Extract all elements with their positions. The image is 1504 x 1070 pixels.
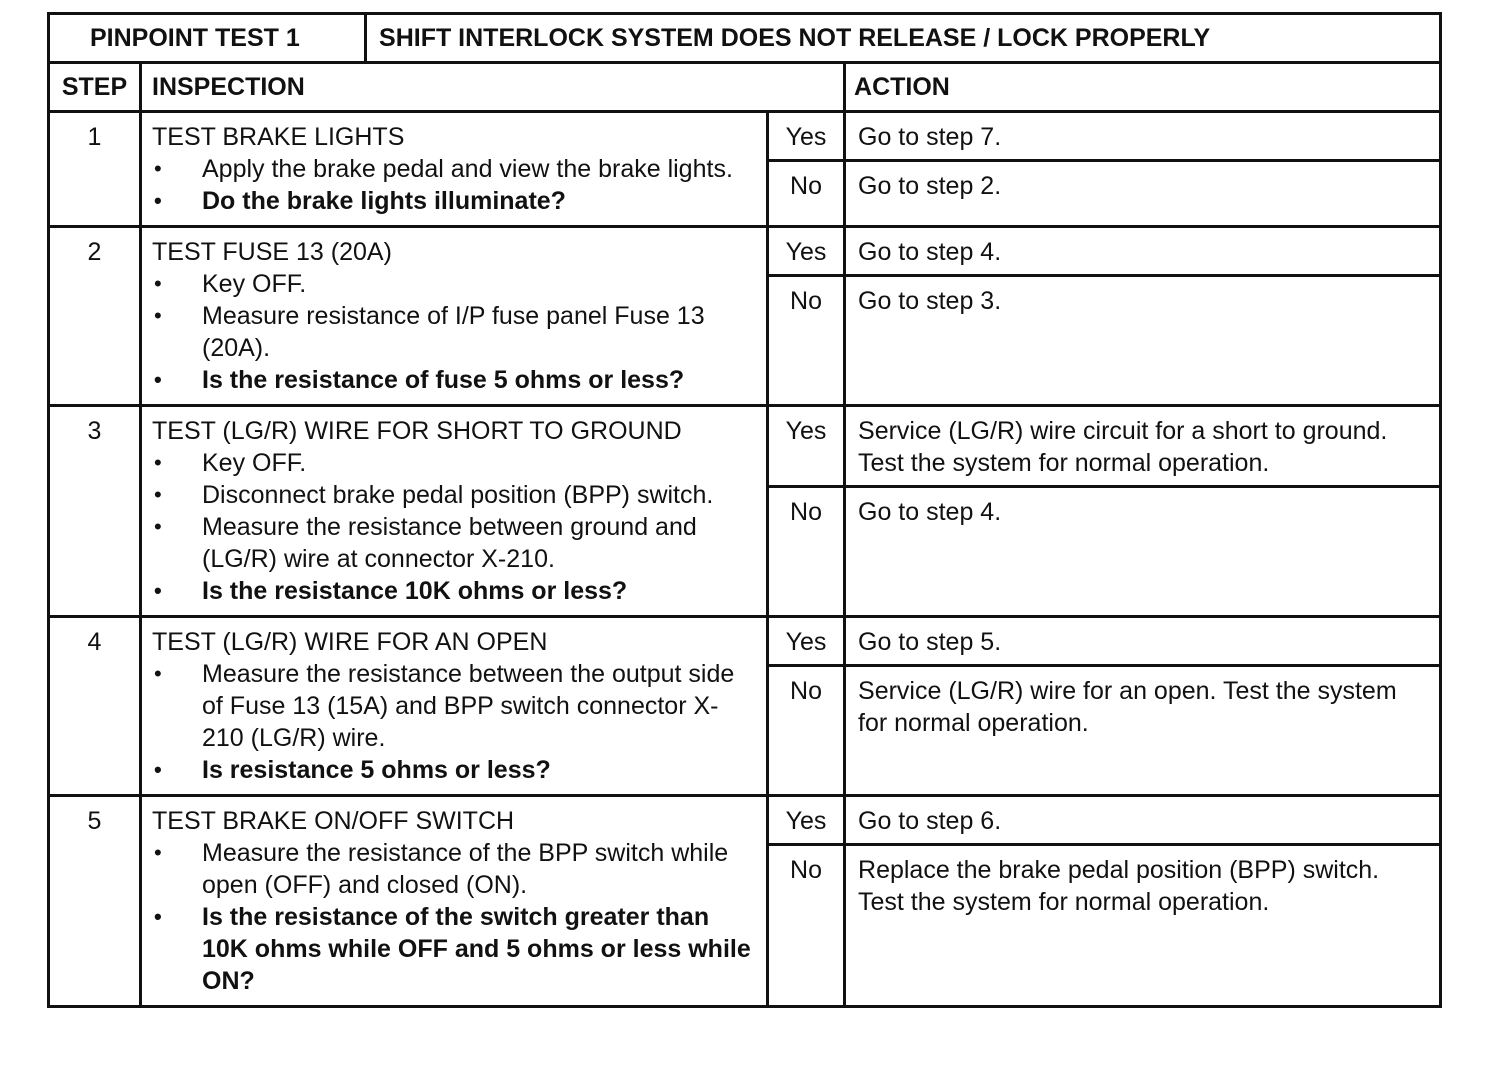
- step-number: 4: [49, 617, 141, 796]
- step-row: [49, 796, 1441, 845]
- test-label: PINPOINT TEST 1: [49, 14, 366, 63]
- inspection-title: TEST BRAKE ON/OFF SWITCH: [152, 807, 515, 835]
- inspection-question: • Is the resistance of the switch greater than 10K ohms while OFF and 5 ohms or less while ON?: [152, 901, 756, 997]
- inspection-bullet: • Apply the brake pedal and view the brake lights.: [152, 153, 756, 185]
- inspection-bullets: [152, 837, 756, 997]
- no-label: No: [768, 487, 845, 617]
- no-action: Replace the brake pedal position (BPP) switch. Test the system for normal operation.: [845, 845, 1441, 1007]
- inspection-cell: [141, 796, 768, 1007]
- inspection-question: • Is resistance 5 ohms or less?: [152, 754, 756, 786]
- title-row: [49, 14, 1441, 63]
- inspection-bullet: • Measure the resistance between the output side of Fuse 13 (15A) and BPP switch connector X-210 (LG/R) wire.: [152, 658, 756, 754]
- column-header-row: [49, 63, 1441, 112]
- inspection-title: TEST (LG/R) WIRE FOR SHORT TO GROUND: [152, 417, 682, 445]
- inspection-bullets: [152, 268, 756, 396]
- steps-body: [49, 112, 1441, 1007]
- step-row: [49, 112, 1441, 161]
- step-number: 3: [49, 406, 141, 617]
- inspection-title: TEST FUSE 13 (20A): [152, 238, 392, 266]
- no-label: No: [768, 845, 845, 1007]
- pinpoint-test-table: [47, 12, 1442, 1008]
- step-number: 1: [49, 112, 141, 227]
- inspection-cell: [141, 112, 768, 227]
- no-label: No: [768, 666, 845, 796]
- step-number: 2: [49, 227, 141, 406]
- test-title: SHIFT INTERLOCK SYSTEM DOES NOT RELEASE / LOCK PROPERLY: [366, 14, 1441, 63]
- no-action: Service (LG/R) wire for an open. Test the system for normal operation.: [845, 666, 1441, 796]
- no-label: No: [768, 161, 845, 227]
- inspection-bullets: [152, 153, 756, 217]
- yes-action: Go to step 5.: [845, 617, 1441, 666]
- inspection-title: TEST (LG/R) WIRE FOR AN OPEN: [152, 628, 548, 656]
- inspection-cell: [141, 406, 768, 617]
- inspection-question: • Do the brake lights illuminate?: [152, 185, 756, 217]
- inspection-question: • Is the resistance 10K ohms or less?: [152, 575, 756, 607]
- inspection-bullet: • Measure resistance of I/P fuse panel Fuse 13 (20A).: [152, 300, 756, 364]
- column-header-action: ACTION: [845, 63, 1441, 112]
- yes-label: Yes: [768, 796, 845, 845]
- yes-action: Go to step 7.: [845, 112, 1441, 161]
- inspection-bullets: [152, 658, 756, 786]
- yes-label: Yes: [768, 227, 845, 276]
- yes-action: Go to step 6.: [845, 796, 1441, 845]
- inspection-cell: [141, 617, 768, 796]
- no-action: Go to step 3.: [845, 276, 1441, 406]
- inspection-bullet: • Measure the resistance of the BPP switch while open (OFF) and closed (ON).: [152, 837, 756, 901]
- column-header-inspection: INSPECTION: [141, 63, 845, 112]
- no-label: No: [768, 276, 845, 406]
- inspection-bullet: • Key OFF.: [152, 268, 756, 300]
- yes-action: Service (LG/R) wire circuit for a short to ground. Test the system for normal operation.: [845, 406, 1441, 487]
- step-row: [49, 406, 1441, 487]
- inspection-question: • Is the resistance of fuse 5 ohms or less?: [152, 364, 756, 396]
- step-number: 5: [49, 796, 141, 1007]
- inspection-bullets: [152, 447, 756, 607]
- pinpoint-test-page: [47, 12, 1439, 1008]
- column-header-step: STEP: [49, 63, 141, 112]
- no-action: Go to step 2.: [845, 161, 1441, 227]
- step-row: [49, 617, 1441, 666]
- inspection-bullet: • Key OFF.: [152, 447, 756, 479]
- yes-action: Go to step 4.: [845, 227, 1441, 276]
- yes-label: Yes: [768, 617, 845, 666]
- inspection-bullet: • Measure the resistance between ground and (LG/R) wire at connector X-210.: [152, 511, 756, 575]
- no-action: Go to step 4.: [845, 487, 1441, 617]
- inspection-cell: [141, 227, 768, 406]
- yes-label: Yes: [768, 112, 845, 161]
- step-row: [49, 227, 1441, 276]
- inspection-title: TEST BRAKE LIGHTS: [152, 123, 405, 151]
- yes-label: Yes: [768, 406, 845, 487]
- inspection-bullet: • Disconnect brake pedal position (BPP) switch.: [152, 479, 756, 511]
